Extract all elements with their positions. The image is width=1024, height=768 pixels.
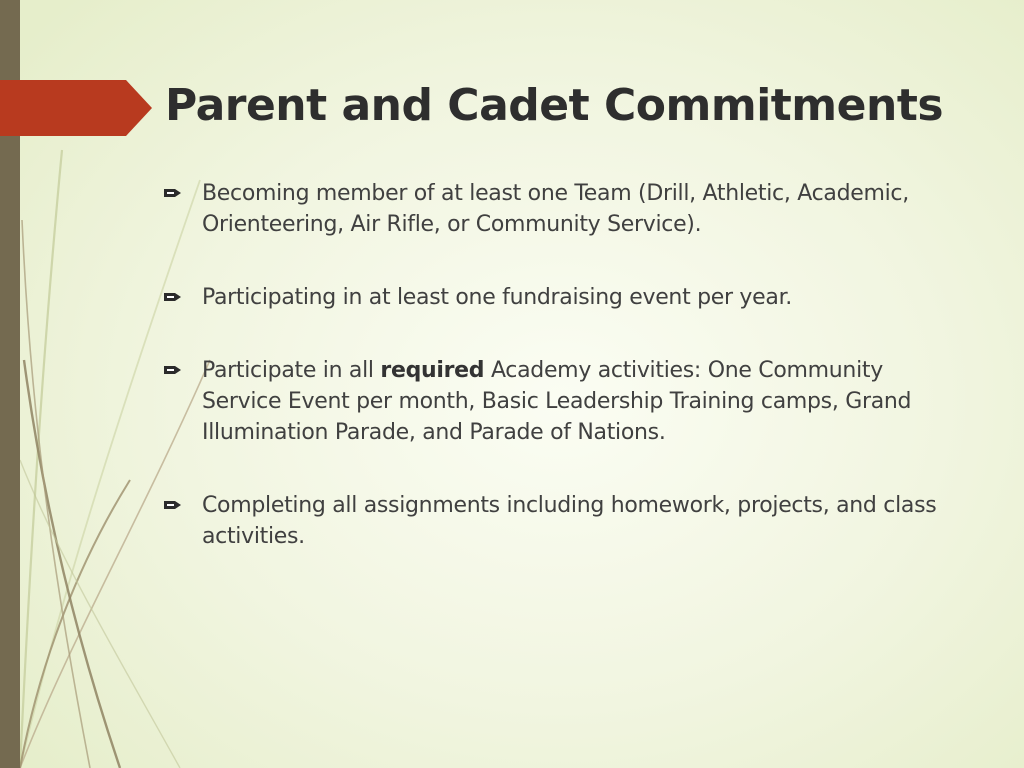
bullet-text: Becoming member of at least one Team (Drill, Athletic, Academic, Orienteering, Air Rifle, or Community Service). [202, 181, 909, 237]
pen-nib-bullet-icon [164, 291, 182, 303]
bullet-text: Participating in at least one fundraising event per year. [202, 285, 792, 310]
pen-nib-bullet-icon [164, 187, 182, 199]
slide-title: Parent and Cadet Commitments [165, 80, 944, 131]
pen-nib-bullet-icon [164, 364, 182, 376]
bullet-text-pre: Participate in all [202, 358, 381, 383]
bullet-item [162, 490, 942, 552]
arrow-marker-icon [0, 80, 152, 136]
bullet-item [162, 178, 942, 240]
bullet-text: Completing all assignments including homework, projects, and class activities. [202, 493, 937, 549]
bullet-list [162, 178, 942, 552]
bullet-item [162, 355, 942, 448]
bullet-item [162, 282, 942, 313]
bullet-text-post: Academy activities: One Community Service Event per month, Basic Leadership Training camps, Grand Illumination Parade, and Parade of Nations. [202, 358, 912, 445]
bullet-text-bold: required [380, 358, 485, 383]
arrow-marker-shape [0, 80, 152, 136]
pen-nib-bullet-icon [164, 499, 182, 511]
